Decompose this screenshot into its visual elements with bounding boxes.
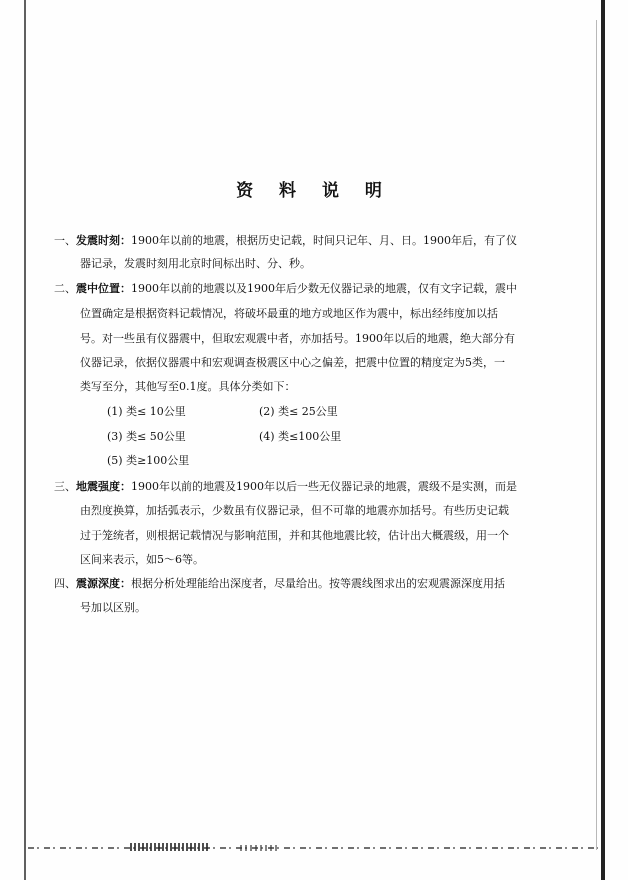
page-left-edge (24, 0, 26, 880)
section-2-first-line (54, 280, 517, 296)
bottom-scan-artifact (130, 843, 210, 851)
class-item: (4) 类≤100公里 (259, 430, 342, 443)
section-text: 仪器记录，依据仪器震中和宏观调查极震区中心之偏差，把震中位置的精度定为5类，一 (80, 356, 505, 369)
section-text: 由烈度换算，加括弧表示，少数虽有仪器记录，但不可靠的地震亦加括号。有些历史记载 (80, 504, 509, 517)
section-text: 位置确定是根据资料记载情况，将破坏最重的地方或地区作为震中，标出经纬度加以括 (80, 307, 498, 320)
bottom-scan-artifact (28, 847, 598, 849)
section-4-first-line (54, 575, 505, 591)
section-text: 1900年以前的地震，根据历史记载，时间只记年、月、日。1900年后，有了仪 (131, 234, 517, 247)
section-text: 1900年以前的地震以及1900年后少数无仪器记录的地震，仅有文字记载，震中 (131, 282, 517, 295)
bottom-scan-artifact (240, 845, 280, 851)
section-3-first-line (54, 478, 517, 494)
section-number: 三、 (54, 480, 76, 493)
section-heading: 震源深度： (76, 577, 131, 590)
section-text: 1900年以前的地震及1900年以后一些无仪器记录的地震，震级不是实测，而是 (131, 480, 517, 493)
section-text: 器记录，发震时刻用北京时间标出时、分、秒。 (80, 257, 311, 270)
page-title: 资 料 说 明 (236, 181, 392, 201)
class-item: (5) 类≥100公里 (107, 454, 190, 467)
class-item: (2) 类≤ 25公里 (259, 405, 338, 418)
section-heading: 震中位置： (76, 282, 131, 295)
section-number: 一、 (54, 234, 76, 247)
section-number: 二、 (54, 282, 76, 295)
page-shadow-line (596, 20, 597, 850)
class-item: (1) 类≤ 10公里 (107, 405, 186, 418)
section-text: 区间来表示，如5～6等。 (80, 553, 204, 566)
section-1-first-line (54, 232, 517, 248)
page-binding-edge (601, 0, 605, 880)
section-heading: 地震强度： (76, 480, 131, 493)
section-text: 号。对一些虽有仪器震中，但取宏观震中者，亦加括号。1900年以后的地震，绝大部分有 (80, 332, 515, 345)
section-text: 类写至分，其他写至0.1度。具体分类如下： (80, 380, 296, 393)
section-text: 过于笼统者，则根据记载情况与影响范围，并和其他地震比较，估计出大概震级，用一个 (80, 529, 509, 542)
class-item: (3) 类≤ 50公里 (107, 430, 186, 443)
section-heading: 发震时刻： (76, 234, 131, 247)
section-number: 四、 (54, 577, 76, 590)
section-text: 号加以区别。 (80, 601, 146, 614)
section-text: 根据分析处理能给出深度者，尽量给出。按等震线图求出的宏观震源深度用括 (131, 577, 505, 590)
